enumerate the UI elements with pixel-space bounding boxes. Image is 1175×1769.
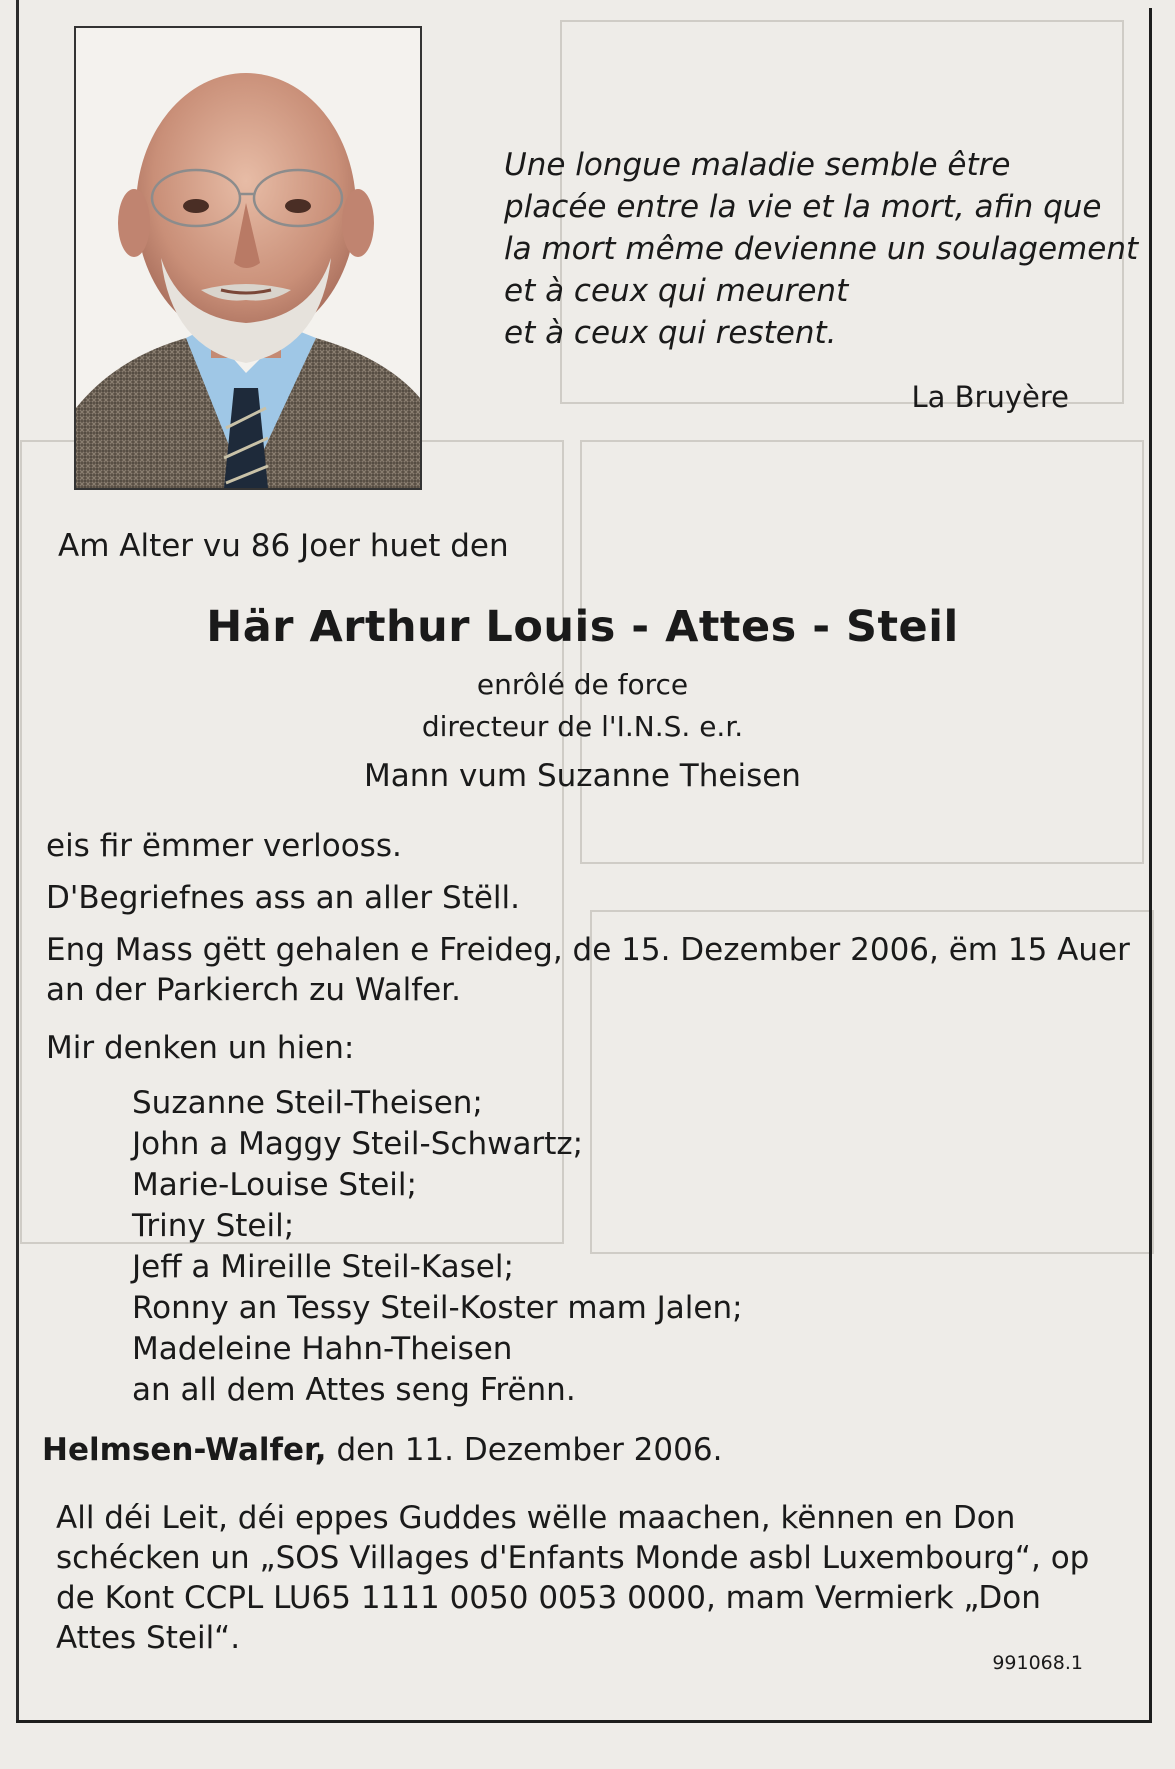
obituary-notice xyxy=(16,8,1152,1723)
quote-line: Une longue maladie semble être xyxy=(504,147,1011,183)
portrait-photo xyxy=(74,26,422,490)
quote-line: la mort même devienne un soulagement xyxy=(504,231,1139,267)
quote-author: La Bruyère xyxy=(911,380,1069,414)
quote-line: et à ceux qui restent. xyxy=(504,315,837,351)
relative-item: Marie-Louise Steil; xyxy=(132,1167,417,1203)
relative-item: Ronny an Tessy Steil-Koster mam Jalen; xyxy=(132,1290,743,1326)
relatives-list xyxy=(132,1083,743,1411)
relative-item: Jeff a Mireille Steil-Kasel; xyxy=(132,1249,514,1285)
deceased-title: directeur de l'I.N.S. e.r. xyxy=(421,710,744,743)
reference-number: 991068.1 xyxy=(992,1652,1083,1674)
quote-line: et à ceux qui meurent xyxy=(504,273,849,309)
donation-line: schécken un „SOS Villages d'Enfants Monde asbl Luxembourg“, op xyxy=(56,1540,1090,1576)
quote-line: placée entre la vie et la mort, afin que xyxy=(504,189,1102,225)
donation-line: All déi Leit, déi eppes Guddes wëlle maachen, kënnen en Don xyxy=(56,1500,1016,1536)
relative-item: Triny Steil; xyxy=(132,1208,295,1244)
body-line: Mir denken un hien: xyxy=(46,1030,355,1066)
memorial-quote xyxy=(504,144,1138,354)
deceased-name: Här Arthur Louis - Attes - Steil xyxy=(206,602,959,652)
body-line: eis fir ëmmer verlooss. xyxy=(46,828,402,864)
donation-request xyxy=(56,1498,1096,1658)
relative-item: an all dem Attes seng Frënn. xyxy=(132,1372,576,1408)
deceased-spouse: Mann vum Suzanne Theisen xyxy=(364,758,801,794)
place-name: Helmsen-Walfer, xyxy=(42,1432,327,1468)
mass-announcement: Eng Mass gëtt gehalen e Freideg, de 15. Dezember 2006, ëm 15 Auer xyxy=(46,932,1130,968)
elderly-man-portrait xyxy=(76,28,420,488)
intro-text: Am Alter vu 86 Joer huet den xyxy=(58,528,509,564)
relative-item: Madeleine Hahn-Theisen xyxy=(132,1331,513,1367)
relative-item: John a Maggy Steil-Schwartz; xyxy=(132,1126,584,1162)
place-date xyxy=(42,1432,722,1468)
donation-line: de Kont CCPL LU65 1111 0050 0053 0000, mam Vermierk „Don xyxy=(56,1580,1041,1616)
deceased-title: enrôlé de force xyxy=(476,668,689,701)
notice-date: den 11. Dezember 2006. xyxy=(336,1432,723,1468)
body-line: D'Begriefnes ass an aller Stëll. xyxy=(46,880,521,916)
relative-item: Suzanne Steil-Theisen; xyxy=(132,1085,483,1121)
donation-line: Attes Steil“. xyxy=(56,1620,241,1656)
mass-location: an der Parkierch zu Walfer. xyxy=(46,972,461,1008)
